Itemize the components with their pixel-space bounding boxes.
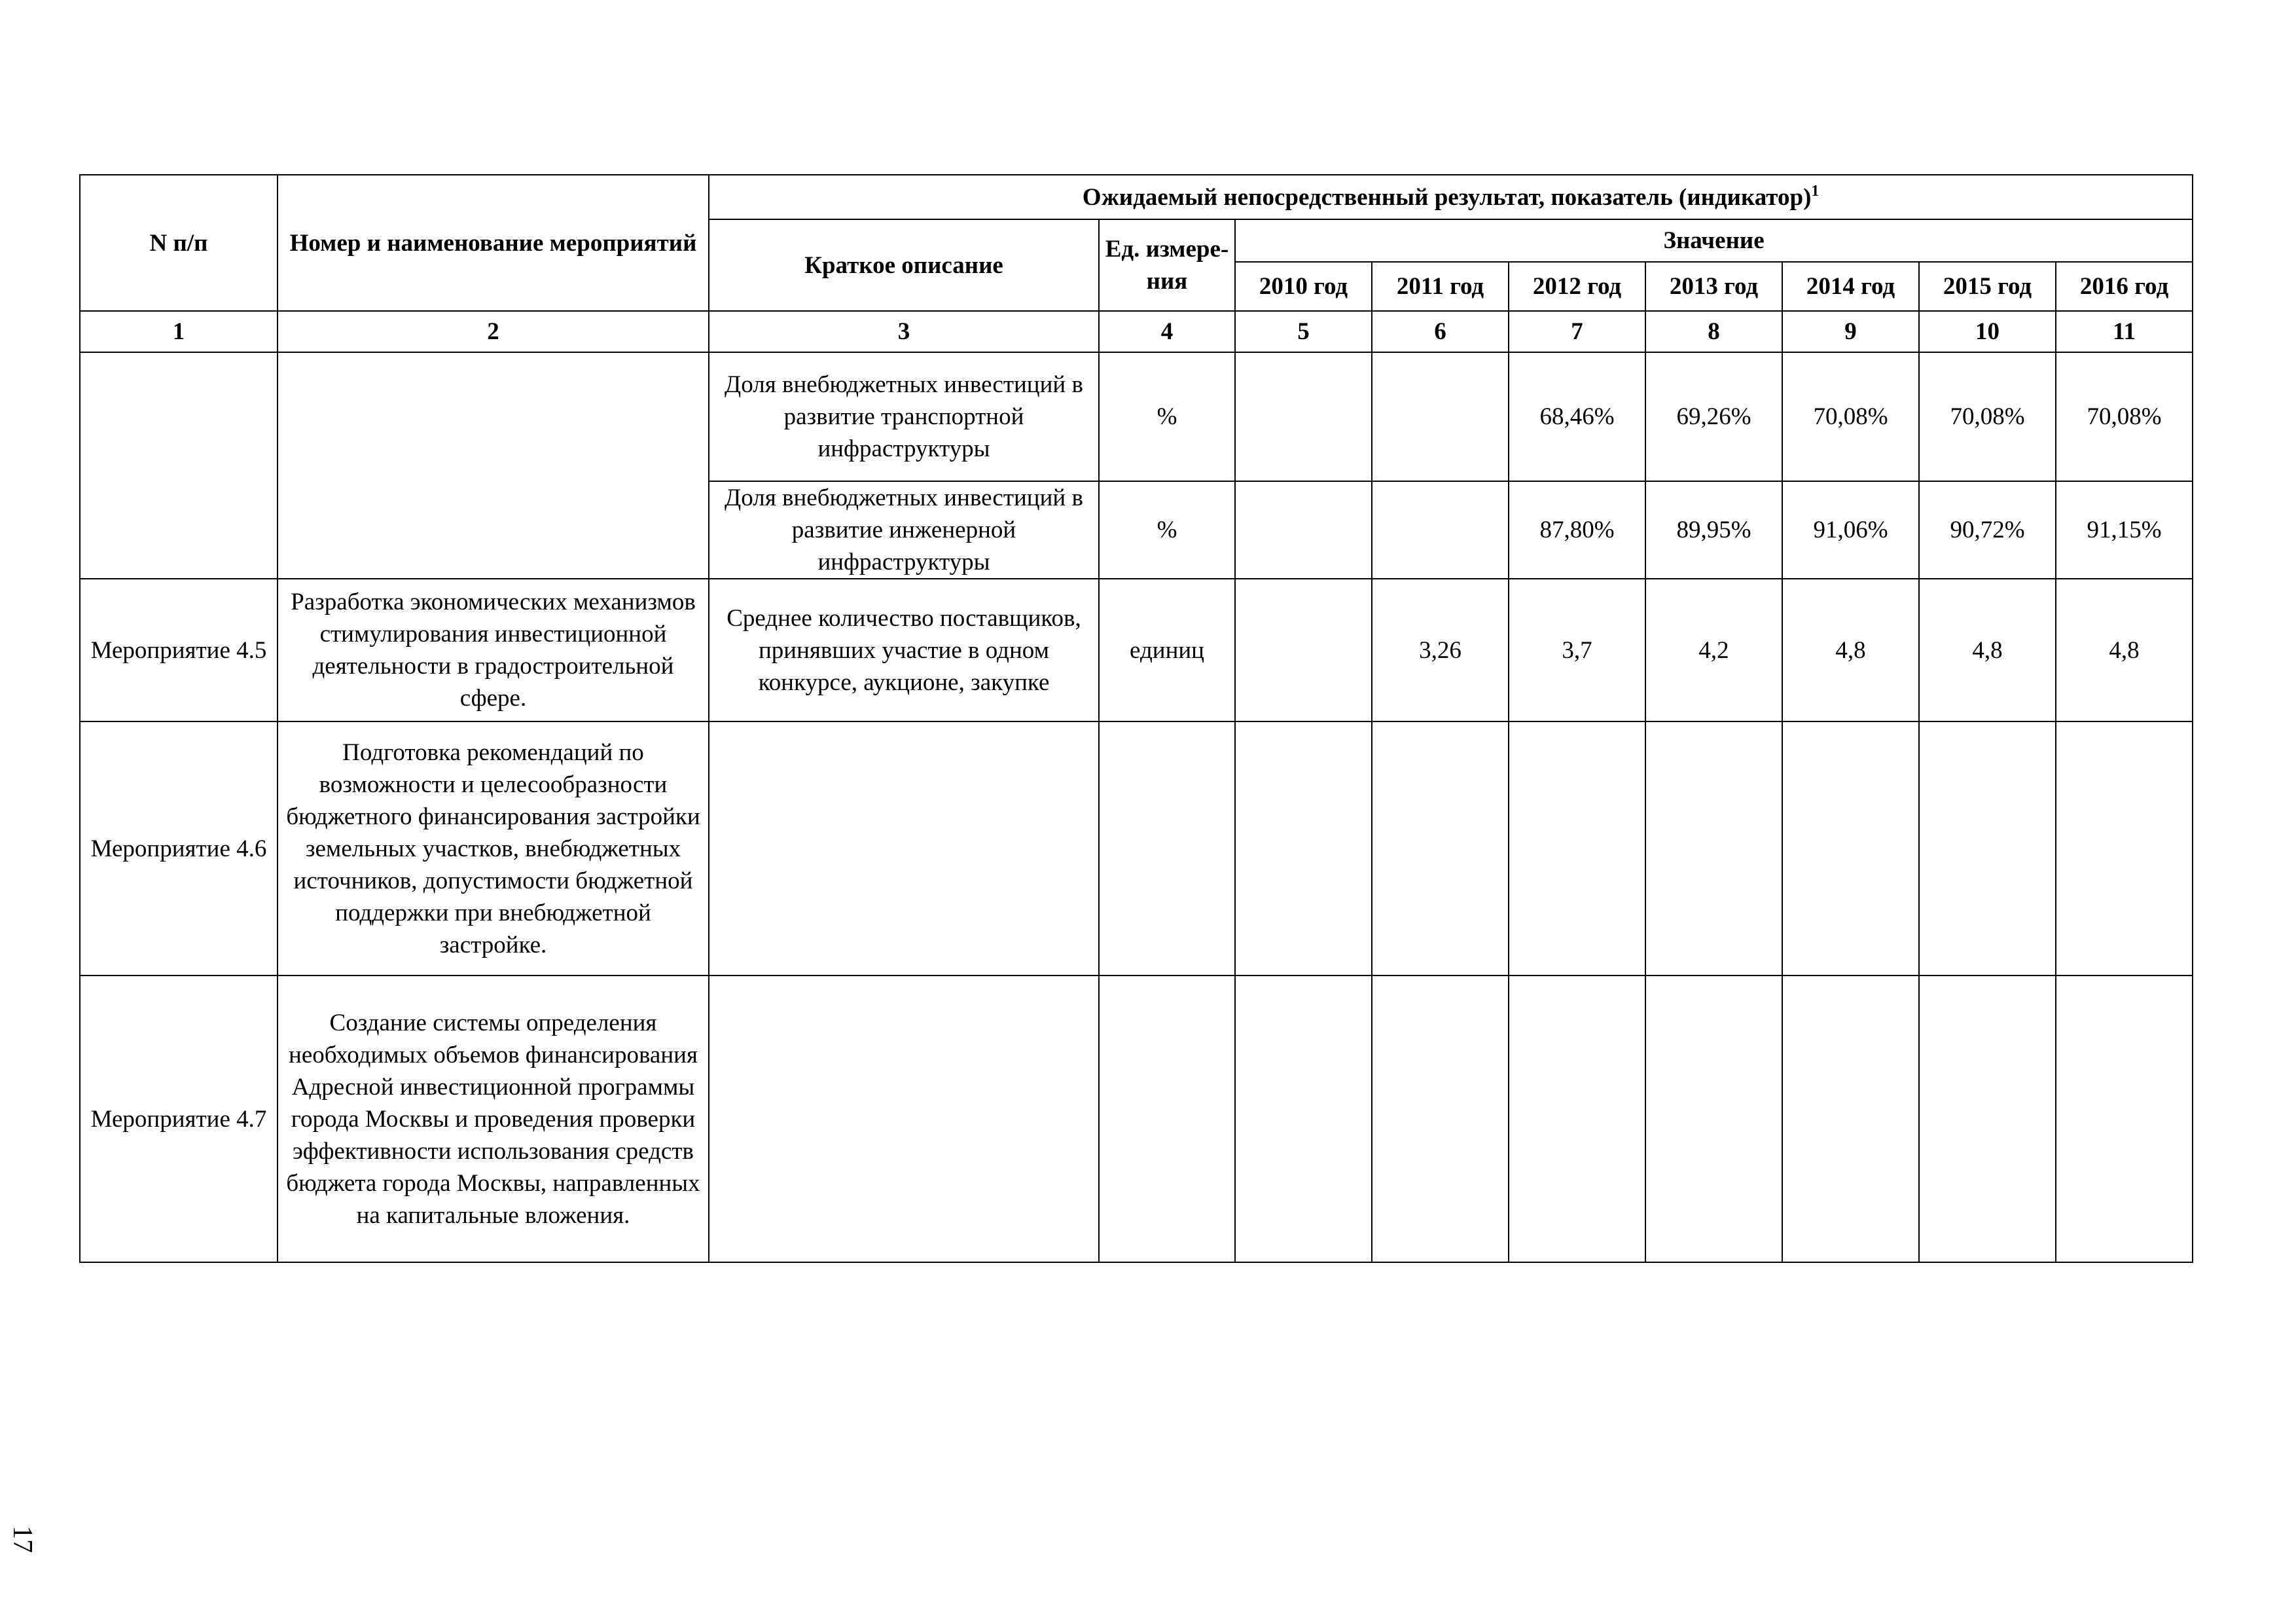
indicator-value: [1645, 721, 1782, 976]
indicator-value: [1782, 976, 1919, 1262]
column-number: 8: [1645, 311, 1782, 352]
indicator-value: 91,06%: [1782, 481, 1919, 579]
indicator-value: 4,2: [1645, 579, 1782, 721]
indicator-value: 70,08%: [1919, 352, 2056, 481]
indicator-description: [709, 976, 1099, 1262]
row-number-cell: Мероприятие 4.5: [80, 579, 278, 721]
indicator-description: [709, 721, 1099, 976]
indicator-value: [1509, 721, 1645, 976]
header-description: Краткое описание: [709, 219, 1099, 311]
header-year: 2016 год: [2056, 262, 2193, 311]
indicators-table: [79, 174, 2193, 1263]
indicator-value: [1235, 481, 1372, 579]
column-number: 6: [1372, 311, 1509, 352]
indicator-value: [2056, 721, 2193, 976]
indicator-value: 68,46%: [1509, 352, 1645, 481]
indicator-unit: единиц: [1099, 579, 1235, 721]
indicator-unit: [1099, 976, 1235, 1262]
indicator-value: 90,72%: [1919, 481, 2056, 579]
indicator-value: [1509, 976, 1645, 1262]
column-number: 7: [1509, 311, 1645, 352]
header-values-group: Значение: [1235, 219, 2193, 262]
column-number: 11: [2056, 311, 2193, 352]
indicator-value: 69,26%: [1645, 352, 1782, 481]
indicator-value: [1919, 976, 2056, 1262]
header-number: N п/п: [80, 175, 278, 311]
indicator-unit: %: [1099, 481, 1235, 579]
indicator-value: 70,08%: [1782, 352, 1919, 481]
header-year: 2014 год: [1782, 262, 1919, 311]
page-number: 17: [7, 1525, 37, 1553]
indicator-unit: %: [1099, 352, 1235, 481]
header-event: Номер и наименование мероприятий: [278, 175, 709, 311]
indicator-value: [1372, 721, 1509, 976]
column-number: 3: [709, 311, 1099, 352]
indicator-value: [2056, 976, 2193, 1262]
indicator-description: Среднее количество поставщиков, принявших участие в одном конкурсе, аукционе, закупке: [709, 579, 1099, 721]
footnote-marker: 1: [1811, 182, 1820, 200]
row-event-cell: Подготовка рекомендаций по возможности и целесообразности бюджетного финансирования застройки земельных участков, внебюджетных источников, допустимости бюджетной поддержки при внебюджетной застройке.: [278, 721, 709, 976]
table-row: [80, 352, 2193, 481]
header-year: 2015 год: [1919, 262, 2056, 311]
indicator-value: [1372, 481, 1509, 579]
column-number: 9: [1782, 311, 1919, 352]
indicator-value: [1235, 721, 1372, 976]
indicator-value: [1919, 721, 2056, 976]
indicator-value: [1235, 352, 1372, 481]
indicator-value: 4,8: [2056, 579, 2193, 721]
indicator-description: Доля внебюджетных инвестиций в развитие инженерной инфраструктуры: [709, 481, 1099, 579]
indicator-value: 91,15%: [2056, 481, 2193, 579]
indicator-description: Доля внебюджетных инвестиций в развитие транспортной инфраструктуры: [709, 352, 1099, 481]
column-number: 10: [1919, 311, 2056, 352]
indicator-value: [1235, 976, 1372, 1262]
indicator-value: [1372, 352, 1509, 481]
header-unit: Ед. измере-ния: [1099, 219, 1235, 311]
table-row: [80, 976, 2193, 1262]
indicator-value: 3,7: [1509, 579, 1645, 721]
indicator-value: [1645, 976, 1782, 1262]
indicator-value: 3,26: [1372, 579, 1509, 721]
column-number: 4: [1099, 311, 1235, 352]
row-number-cell: Мероприятие 4.6: [80, 721, 278, 976]
header-expected-result-text: Ожидаемый непосредственный результат, показатель (индикатор): [1082, 183, 1812, 211]
table-row: [80, 579, 2193, 721]
row-event-cell: Разработка экономических механизмов стимулирования инвестиционной деятельности в градостроительной сфере.: [278, 579, 709, 721]
row-number-cell: Мероприятие 4.7: [80, 976, 278, 1262]
header-year: 2012 год: [1509, 262, 1645, 311]
header-year: 2010 год: [1235, 262, 1372, 311]
column-number: 2: [278, 311, 709, 352]
row-event-cell: Создание системы определения необходимых объемов финансирования Адресной инвестиционной программы города Москвы и проведения проверки эффективности использования средств бюджета города Москвы, направленных на капитальные вложения.: [278, 976, 709, 1262]
indicator-value: 89,95%: [1645, 481, 1782, 579]
indicator-value: 4,8: [1919, 579, 2056, 721]
indicator-unit: [1099, 721, 1235, 976]
header-expected-result: [709, 175, 2193, 219]
indicator-value: 4,8: [1782, 579, 1919, 721]
table-row: [80, 721, 2193, 976]
indicator-value: [1372, 976, 1509, 1262]
indicator-value: [1782, 721, 1919, 976]
row-event-cell: [278, 352, 709, 579]
indicator-value: [1235, 579, 1372, 721]
indicator-value: 87,80%: [1509, 481, 1645, 579]
indicator-value: 70,08%: [2056, 352, 2193, 481]
column-number: 5: [1235, 311, 1372, 352]
column-number: 1: [80, 311, 278, 352]
header-year: 2013 год: [1645, 262, 1782, 311]
row-number-cell: [80, 352, 278, 579]
header-year: 2011 год: [1372, 262, 1509, 311]
